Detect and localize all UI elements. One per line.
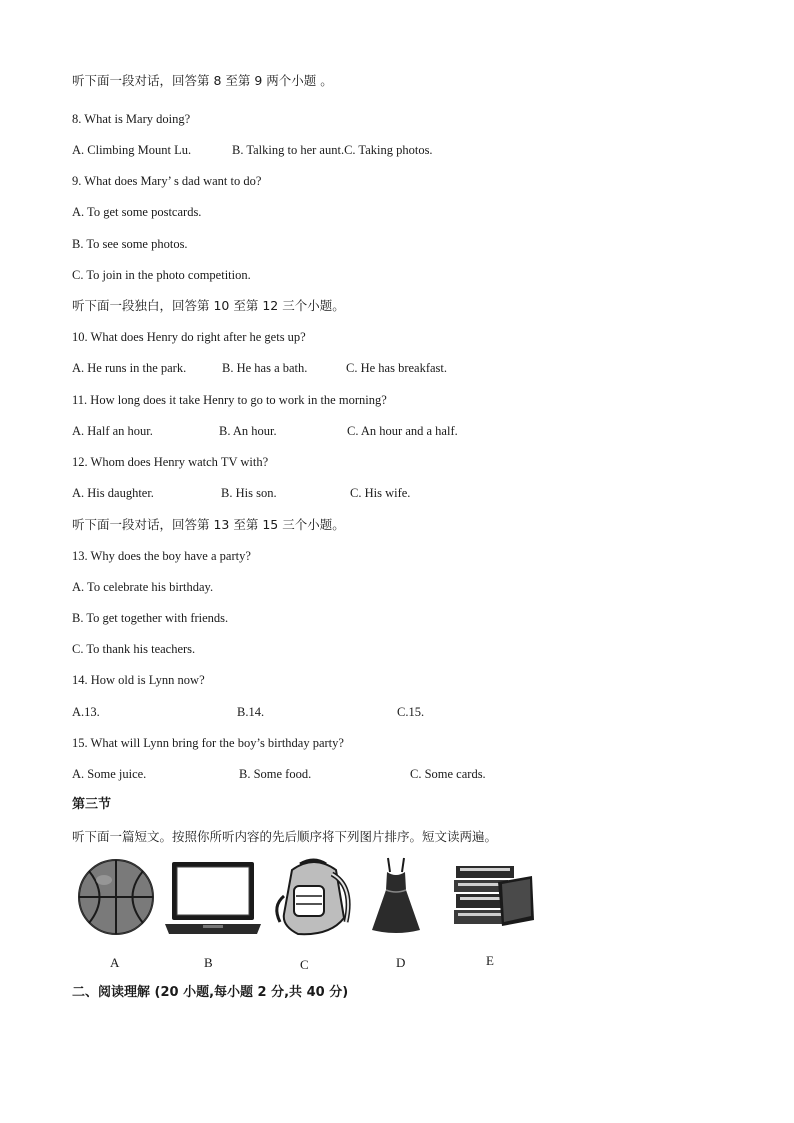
basketball-icon — [76, 925, 156, 942]
question-11: 11. How long does it take Henry to go to work in the morning? — [72, 393, 387, 407]
q10-option-a: A. He runs in the park. — [72, 361, 187, 375]
s1-intro: 听下面一段对话，回答第 8 至第 9 两个小题 。 — [72, 73, 333, 88]
q11-option-a: A. Half an hour. — [72, 424, 153, 438]
section-3-heading: 第三节 — [72, 797, 112, 812]
question-14: 14. How old is Lynn now? — [72, 673, 205, 687]
picture-d — [368, 856, 424, 941]
q14-option-b: B.14. — [237, 705, 265, 719]
q14-option-a: A.13. — [72, 705, 100, 719]
q12-option-b: B. His son. — [221, 486, 277, 500]
q10-option-b: B. He has a bath. — [222, 361, 308, 375]
q9-option-a: A. To get some postcards. — [72, 205, 202, 219]
picture-e — [452, 862, 536, 935]
picture-e-label: E — [486, 953, 494, 968]
picture-c-label: C — [300, 957, 309, 972]
picture-d-label: D — [396, 955, 406, 970]
q12-option-c: C. His wife. — [350, 486, 411, 500]
q8-option-a: A. Climbing Mount Lu. — [72, 143, 192, 157]
q14-option-c: C.15. — [397, 705, 425, 719]
picture-a-label: A — [110, 955, 120, 970]
picture-b-label: B — [204, 955, 213, 970]
q13-option-a: A. To celebrate his birthday. — [72, 580, 214, 594]
q13-option-b: B. To get together with friends. — [72, 611, 229, 625]
q11-option-b: B. An hour. — [219, 424, 277, 438]
question-15: 15. What will Lynn bring for the boy’s birthday party? — [72, 736, 344, 750]
q15-option-a: A. Some juice. — [72, 767, 147, 781]
part-2-heading: 二、阅读理解 (20 小题,每小题 2 分,共 40 分) — [72, 985, 349, 1000]
q12-option-a: A. His daughter. — [72, 486, 154, 500]
q13-option-c: C. To thank his teachers. — [72, 642, 196, 656]
dress-icon — [368, 923, 424, 940]
q11-option-c: C. An hour and a half. — [347, 424, 458, 438]
s2-intro: 听下面一段独白，回答第 10 至第 12 三个小题。 — [72, 298, 345, 313]
q9-option-c: C. To join in the photo competition. — [72, 268, 251, 282]
question-13: 13. Why does the boy have a party? — [72, 549, 251, 563]
question-10: 10. What does Henry do right after he gets up? — [72, 330, 306, 344]
picture-a — [76, 856, 156, 943]
books-icon — [452, 917, 536, 934]
q15-option-c: C. Some cards. — [410, 767, 486, 781]
laptop-icon — [163, 925, 263, 942]
q9-option-b: B. To see some photos. — [72, 237, 188, 251]
q10-option-c: C. He has breakfast. — [346, 361, 448, 375]
q15-option-b: B. Some food. — [239, 767, 312, 781]
question-8: 8. What is Mary doing? — [72, 112, 191, 126]
q8-option-bc: B. Talking to her aunt.C. Taking photos. — [232, 143, 433, 157]
section-3-intro: 听下面一篇短文。按照你所听内容的先后顺序将下列图片排序。短文读两遍。 — [72, 829, 498, 844]
question-9: 9. What does Mary’ s dad want to do? — [72, 174, 262, 188]
picture-c — [270, 856, 358, 945]
s3-intro: 听下面一段对话，回答第 13 至第 15 三个小题。 — [72, 517, 345, 532]
question-12: 12. Whom does Henry watch TV with? — [72, 455, 269, 469]
picture-b — [163, 860, 263, 943]
backpack-icon — [270, 927, 358, 944]
